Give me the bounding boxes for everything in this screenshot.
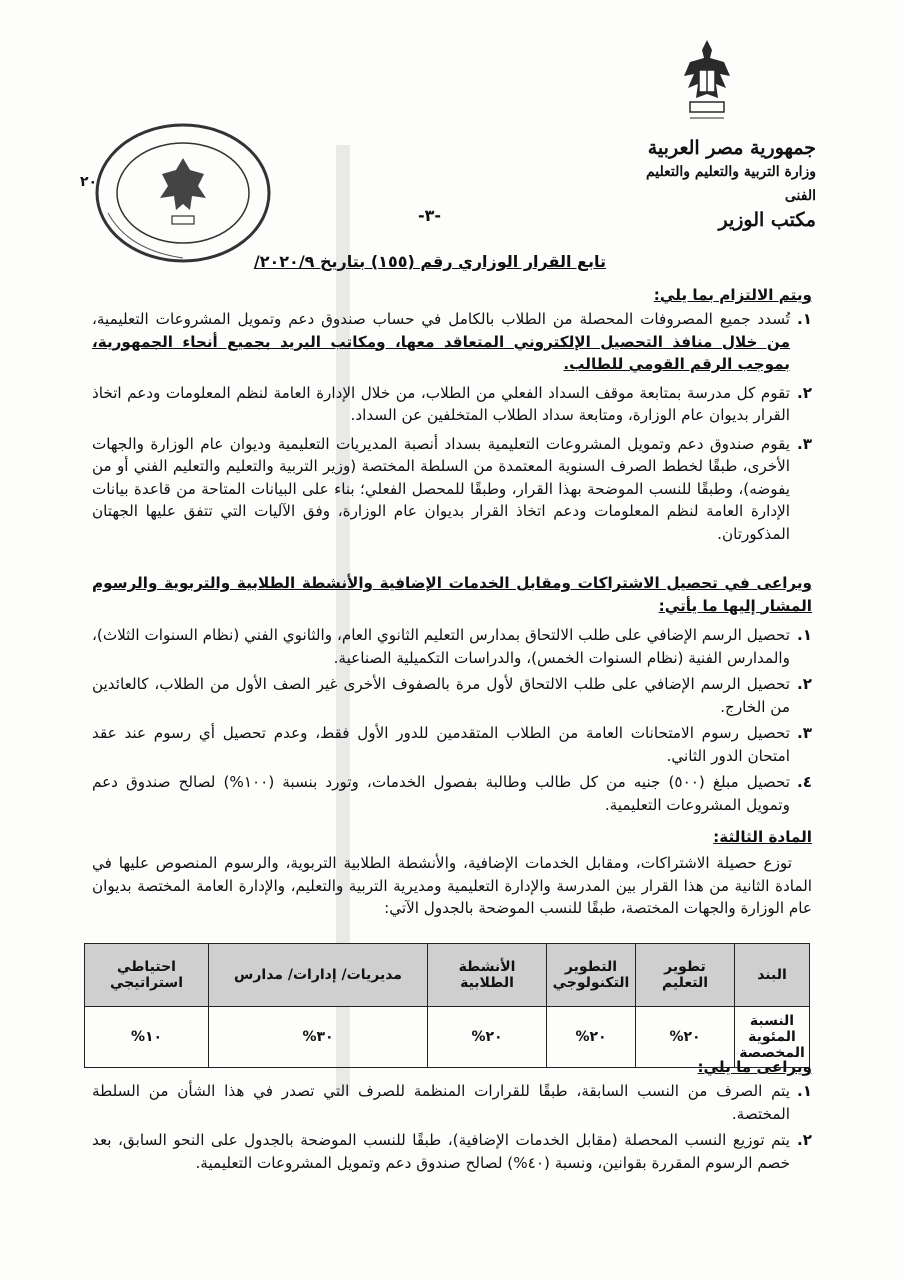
item-text: تحصيل رسوم الامتحانات العامة من الطلاب المتقدمين للدور الأول فقط، وعدم تحصيل أي رسوم عند عقد امتحان الدور الثاني.	[92, 724, 790, 765]
item-text: تُسدد جميع المصروفات المحصلة من الطلاب بالكامل في حساب صندوق دعم وتمويل المشروعات التعليمية،	[92, 310, 790, 328]
list-item	[92, 382, 812, 427]
table-cell: ٢٠%	[636, 1007, 735, 1068]
item-number: ٣.	[796, 434, 812, 453]
page-number: -٣-	[418, 206, 442, 225]
table-header-cell: احتياطي استراتيجي	[85, 944, 209, 1007]
table-cell: ٣٠%	[209, 1007, 428, 1068]
item-number: ٢.	[796, 675, 812, 693]
table-header-cell: الأنشطة الطلابية	[428, 944, 547, 1007]
list-item	[92, 1080, 812, 1125]
article3-text: توزع حصيلة الاشتراكات، ومقابل الخدمات الإضافية، والأنشطة الطلابية التربوية، والرسوم المنصوص عليها في المادة الثانية من هذا القرار بين المدرسة والإدارة التعليمية ومديرية التربية والتعليم، والإدارة العامة المختصة بديوان عام الوزارة والجهات المختصة، طبقًا للنسب الموضحة بالجدول الآتي:	[92, 854, 812, 917]
item-number: ١.	[796, 310, 812, 328]
ministry-name: وزارة التربية والتعليم والتعليم الفنى	[645, 164, 816, 204]
item-number: ٢.	[796, 1131, 812, 1149]
table-header-cell: التطوير التكنولوجي	[547, 944, 636, 1007]
table-cell: ٢٠%	[428, 1007, 547, 1068]
item-text: يتم الصرف من النسب السابقة، طبقًا للقرارات المنظمة للصرف التي تصدر في هذا الشأن من السلطة المختصة.	[92, 1082, 790, 1123]
item-number: ١.	[796, 1082, 812, 1100]
item-text: تحصيل الرسم الإضافي على طلب الالتحاق لأول مرة بالصفوف الأخرى غير الصف الأول من الطلاب، كالعائدين من الخارج.	[92, 675, 790, 716]
item-number: ٢.	[796, 383, 812, 402]
distribution-table	[84, 943, 810, 1068]
article3-heading: المادة الثالثة:	[713, 828, 812, 846]
ministry-header	[626, 136, 816, 232]
section2-list	[92, 624, 812, 816]
table-header-cell: تطوير التعليم	[636, 944, 735, 1007]
list-item	[92, 673, 812, 718]
item-text: تحصيل الرسم الإضافي على طلب الالتحاق بمدارس التعليم الثانوي العام، والثانوي الفني (نظام السنوات الثلاث)، والمدارس الفنية (نظام السنوات الخمس)، والدراسات التكميلية الصناعية.	[92, 626, 790, 667]
item-text: يتم توزيع النسب المحصلة (مقابل الخدمات الإضافية)، طبقًا للنسب الموضحة بالجدول على النحو السابق، بعد خصم الرسوم المقررة بقوانين، ونسبة (٤٠%) لصالح صندوق دعم وتمويل المشروعات التعليمية.	[92, 1131, 790, 1172]
item-underlined-text: من خلال منافذ التحصيل الإلكتروني المتعاقد معها، ومكاتب البريد بجميع أنحاء الجمهورية، بموجب الرقم القومي للطالب.	[92, 332, 790, 373]
section1-list	[92, 308, 812, 545]
section2-heading: ويراعى في تحصيل الاشتراكات ومقابل الخدمات الإضافية والأنشطة الطلابية والتربوية والرسوم المشار إليها ما يأتي:	[92, 574, 812, 615]
table-header-cell: البند	[735, 944, 810, 1007]
section4-list	[92, 1080, 812, 1174]
office-name: مكتب الوزير	[718, 209, 816, 231]
list-item	[92, 722, 812, 767]
stamp-number: ٢٠	[80, 174, 98, 190]
list-item	[92, 1129, 812, 1174]
item-number: ٤.	[796, 773, 812, 791]
list-item	[92, 624, 812, 669]
table-header-row	[85, 944, 810, 1007]
country-name: جمهورية مصر العربية	[647, 137, 816, 159]
list-item	[92, 433, 812, 546]
list-item	[92, 308, 812, 376]
item-text: يقوم صندوق دعم وتمويل المشروعات التعليمية بسداد أنصبة المديريات التعليمية وديوان عام الوزارة والجهات الأخرى، طبقًا لخطط الصرف السنوية المعتمدة من السلطة المختصة (وزير التربية والتعليم والتعليم الفني أو من يفوضه)، وطبقًا للنسب الموضحة بهذا القرار، وطبقًا للمحصل الفعلي؛ بناء على البيانات المتاحة من قاعدة بيانات الإدارة العامة لنظم المعلومات ودعم اتخاذ القرار بديوان عام الوزارة، وفق الآليات التي تتفق عليها الجهتان المذكورتان.	[92, 434, 790, 543]
table-cell: ٢٠%	[547, 1007, 636, 1068]
decree-reference: تابع القرار الوزاري رقم (١٥٥) بتاريخ ٢٠٢٠/٩/	[253, 252, 606, 271]
item-text: تقوم كل مدرسة بمتابعة موقف السداد الفعلي من الطلاب، من خلال الإدارة العامة لنظم المعلومات ودعم اتخاذ القرار بديوان عام الوزارة، ومتابعة سداد الطلاب المتخلفين عن السداد.	[92, 383, 790, 424]
item-text: تحصيل مبلغ (٥٠٠) جنيه من كل طالب وطالبة بفصول الخدمات، وتورد بنسبة (١٠٠%) لصالح صندوق دعم وتمويل المشروعات التعليمية.	[92, 773, 791, 814]
item-number: ١.	[796, 626, 812, 644]
official-seal	[88, 118, 278, 268]
item-number: ٣.	[796, 724, 812, 742]
section1-heading: ويتم الالتزام بما يلي:	[653, 286, 812, 304]
section4-heading: ويراعى ما يلي:	[697, 1058, 812, 1076]
table-row-label: النسبة المئوية المخصصة	[735, 1007, 810, 1068]
eagle-emblem-icon	[676, 36, 738, 126]
table-cell: ١٠%	[85, 1007, 209, 1068]
table-header-cell: مديريات/ إدارات/ مدارس	[209, 944, 428, 1007]
list-item	[92, 771, 812, 816]
